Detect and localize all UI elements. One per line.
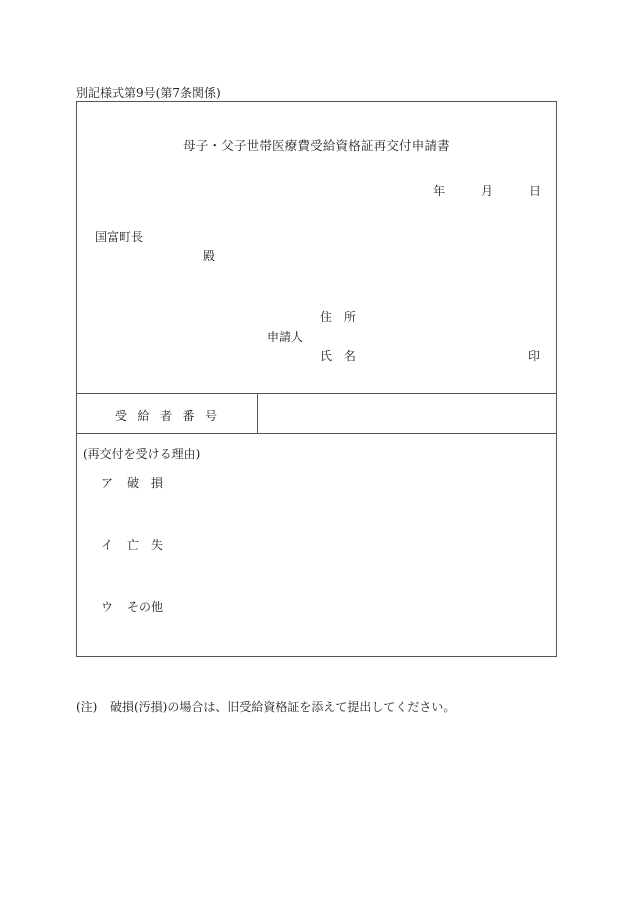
footnote-text: 破損(汚損)の場合は、旧受給資格証を添えて提出してください。 (110, 700, 456, 714)
applicant-address-label: 住 所 (320, 310, 360, 324)
reason-label: 亡失 (127, 538, 176, 552)
reason-item-damage[interactable] (101, 474, 175, 491)
date-day-label: 日 (529, 184, 542, 198)
recipient-number-label: 受給者番号 (115, 409, 228, 423)
form-number-label: 別記様式第9号(第7条関係) (76, 86, 221, 100)
footnote-key: (注) (76, 700, 98, 714)
seal-mark: 印 (528, 349, 541, 363)
reason-label: その他 (127, 600, 164, 614)
divider-line (77, 433, 556, 434)
applicant-label: 申請人 (267, 330, 304, 344)
reason-key: ア (101, 476, 114, 490)
reason-key: イ (101, 538, 114, 552)
form-title: 母子・父子世帯医療費受給資格証再交付申請書 (183, 138, 450, 153)
addressee-name: 国富町長 (95, 230, 144, 244)
application-form-frame (76, 101, 557, 657)
date-year-label: 年 (433, 184, 446, 198)
applicant-name-label: 氏 名 (320, 349, 360, 363)
reason-item-loss[interactable] (101, 536, 175, 553)
reason-label: 破損 (127, 476, 176, 490)
reason-section-header: (再交付を受ける理由) (83, 447, 201, 461)
reason-key: ウ (101, 600, 114, 614)
footnote (76, 698, 455, 715)
date-month-label: 月 (481, 184, 494, 198)
reason-item-other[interactable] (101, 598, 163, 615)
addressee-honorific: 殿 (203, 249, 216, 263)
recipient-number-field[interactable] (258, 394, 556, 433)
